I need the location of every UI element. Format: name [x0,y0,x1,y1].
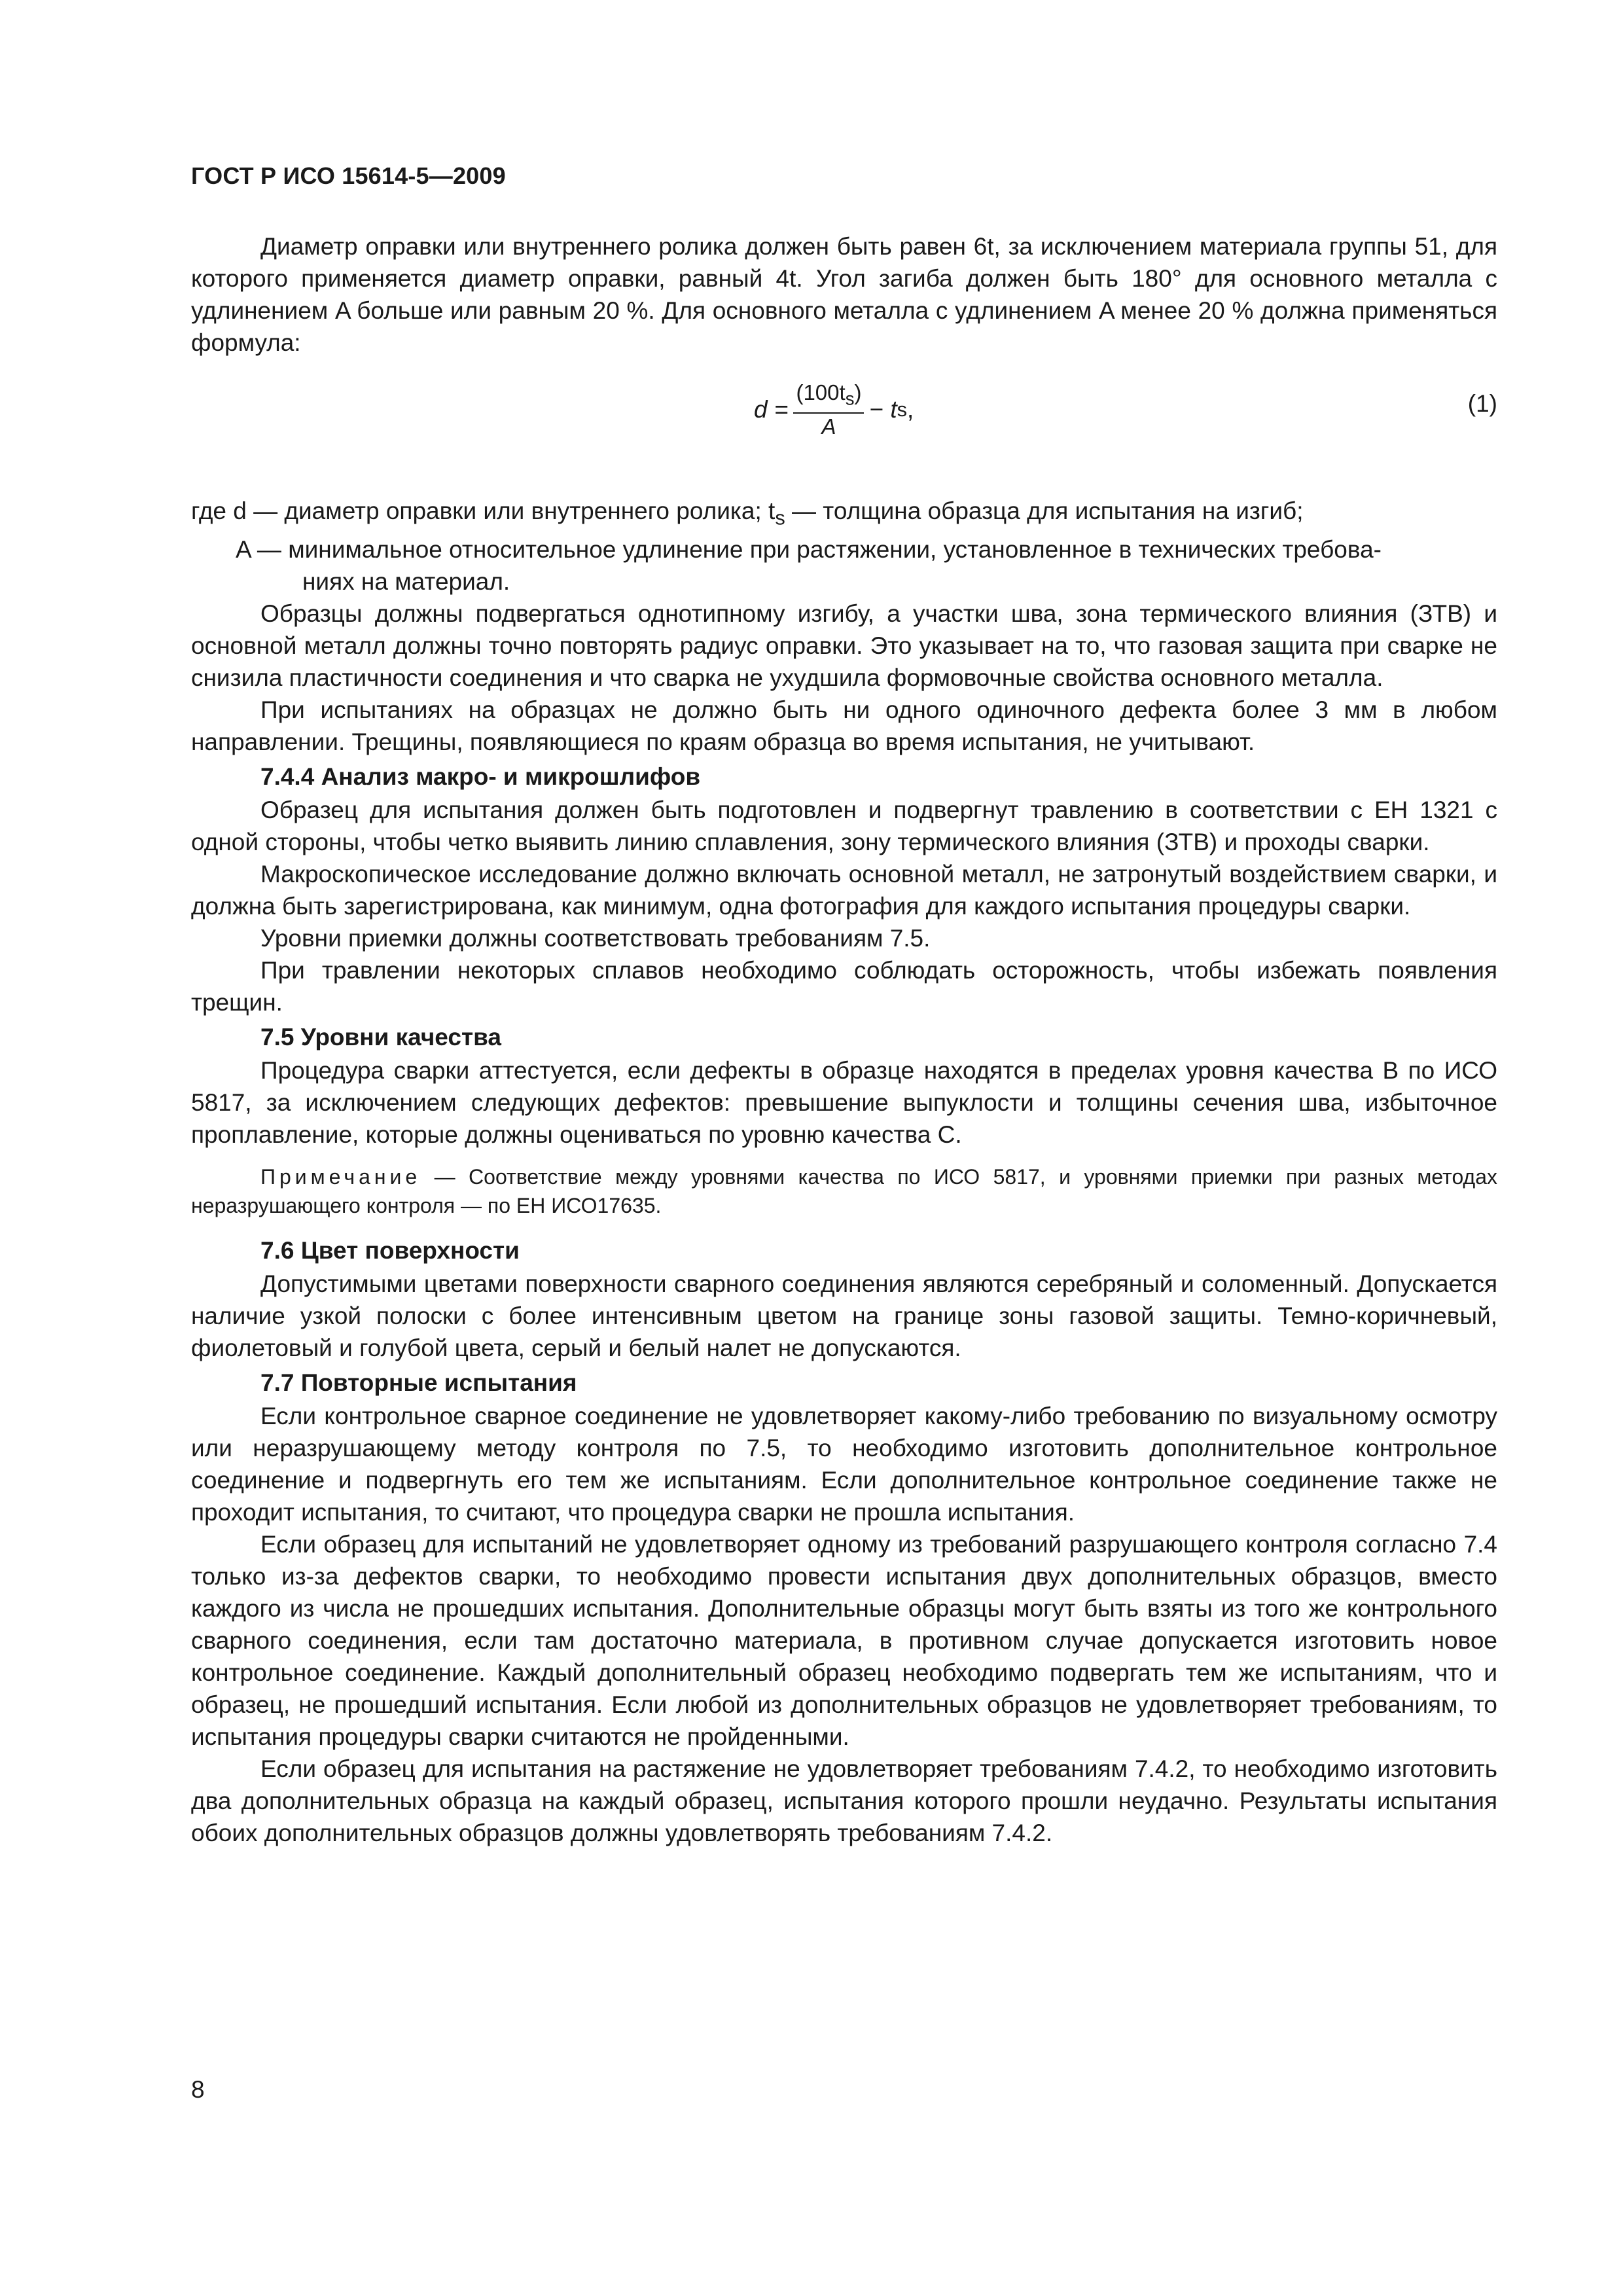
formula-lhs: d = [754,396,789,423]
paragraph-defects: При испытаниях на образцах не должно быть ни одного одиночного дефекта более 3 мм в любом направлении. Трещины, появляющиеся по краям образца во время испытания, не учитывают. [191,696,1497,756]
equation-number: (1) [1467,390,1497,417]
paragraph-quality-levels: Процедура сварки аттестуется, если дефекты в образце находятся в пределах уровня качества B по ИСО 5817, за исключением следующих дефектов: превышение выпуклости и толщины сечения шва, избыточное проплавление, которые должны оцениваться по уровню качества C. [191,1057,1497,1149]
paragraph-bend-samples: Образцы должны подвергаться однотипному изгибу, а участки шва, зона термического влияния (ЗТВ) и основной металл должны точно повторять радиус оправки. Это указывает на то, что газовая защита при сварке не снизила пластичности соединения и что сварка не ухудшила формовочные свойства основного металла. [191,600,1497,692]
formula-row [191,372,1497,484]
formula-denominator: A [821,414,836,439]
note [191,1162,1497,1220]
formula-numerator: $(100t_s)$ [793,380,864,414]
formula: d = $\frac{(100t_s)}{A}$ − t s , [754,380,914,439]
formula-t: t [890,396,897,423]
heading-7-4-4: 7.4.4 Анализ макро- и микрошлифов [260,763,701,791]
heading-7-6: 7.6 Цвет поверхности [260,1237,520,1265]
document-body [191,230,1497,1849]
paragraph-retest-2: Если образец для испытаний не удовлетворяет одному из требований разрушающего контроля согласно 7.4 только из-за дефектов сварки, то необходимо провести испытания двух дополнительных образцов, вместо каждого из числа не прошедших испытания. Дополнительные образцы могут быть взяты из того же контрольного сварного соединения, если там достаточно материала, в противном случае допускается изготовить новое контрольное соединение. Каждый дополнительный образец необходимо подвергать тем же испытаниям, что и образец, не прошедший испытания. Если любой из дополнительных образцов не удовлетворяет требованиям, то испытания процедуры сварки считаются не пройденными. [191,1531,1497,1751]
paragraph-acceptance: Уровни приемки должны соответствовать требованиям 7.5. [260,925,931,952]
heading-7-7: 7.7 Повторные испытания [260,1369,577,1397]
where-definition-d: где d — диаметр оправки или внутреннего ролика; $t_s$ — толщина образца для испытания на изгиб; [191,497,1304,529]
formula-minus: − [869,396,884,423]
formula-t-sub: s [897,398,908,422]
paragraph-mandrel-diameter: Диаметр оправки или внутреннего ролика должен быть равен 6t, за исключением материала группы 51, для которого применяется диаметр оправки, равный 4t. Угол загиба должен быть 180° для основного металла с удлинением A больше или равным 20 %. Для основного металла с удлинением A менее 20 % должна применяться формула: [191,233,1497,356]
paragraph-surface-color: Допустимыми цветами поверхности сварного соединения являются серебряный и соломенный. Допускается наличие узкой полоски с более интенсивным цветом на границе зоны газовой защиты. Темно-коричневый, фиолетовый и голубой цвета, серый и белый налет не допускаются. [191,1270,1497,1362]
paragraph-macro: Макроскопическое исследование должно включать основной металл, не затронутый воздействием сварки, и должна быть зарегистрирована, как минимум, одна фотография для каждого испытания процедуры сварки. [191,861,1497,920]
paragraph-etching: Образец для испытания должен быть подготовлен и подвергнут травлению в соответствии с ЕН 1321 с одной стороны, чтобы четко выявить линию сплавления, зону термического влияния (ЗТВ) и проходы сварки. [191,797,1497,856]
formula-fraction [793,380,864,440]
note-label: Примечание [260,1165,421,1189]
paragraph-retest-1: Если контрольное сварное соединение не удовлетворяет какому-либо требованию по визуальному осмотру или неразрушающему методу контроля по 7.5, то необходимо изготовить дополнительное контрольное соединение и подвергнуть его тем же испытаниям. Если дополнительное контрольное соединение также не проходит испытания, то считают, что процедура сварки не прошла испытания. [191,1403,1497,1526]
paragraph-retest-3: Если образец для испытания на растяжение не удовлетворяет требованиям 7.4.2, то необходимо изготовить два дополнительных образца на каждый образец, испытания которого прошли неудачно. Результаты испытания обоих дополнительных образцов должны удовлетворять требованиям 7.4.2. [191,1755,1497,1847]
note-text: — Соответствие между уровнями качества по ИСО 5817, и уровнями приемки при разных методах неразрушающего контроля — по ЕН ИСО17635. [191,1165,1497,1218]
where-definition-a: A — минимальное относительное удлинение при растяжении, установленное в технических требова- ниях на материал. [236,536,1382,596]
heading-7-5: 7.5 Уровни качества [260,1024,501,1051]
paragraph-caution: При травлении некоторых сплавов необходимо соблюдать осторожность, чтобы избежать появления трещин. [191,957,1497,1016]
document-header: ГОСТ Р ИСО 15614-5—2009 [191,162,506,189]
page-number: 8 [191,2076,205,2103]
